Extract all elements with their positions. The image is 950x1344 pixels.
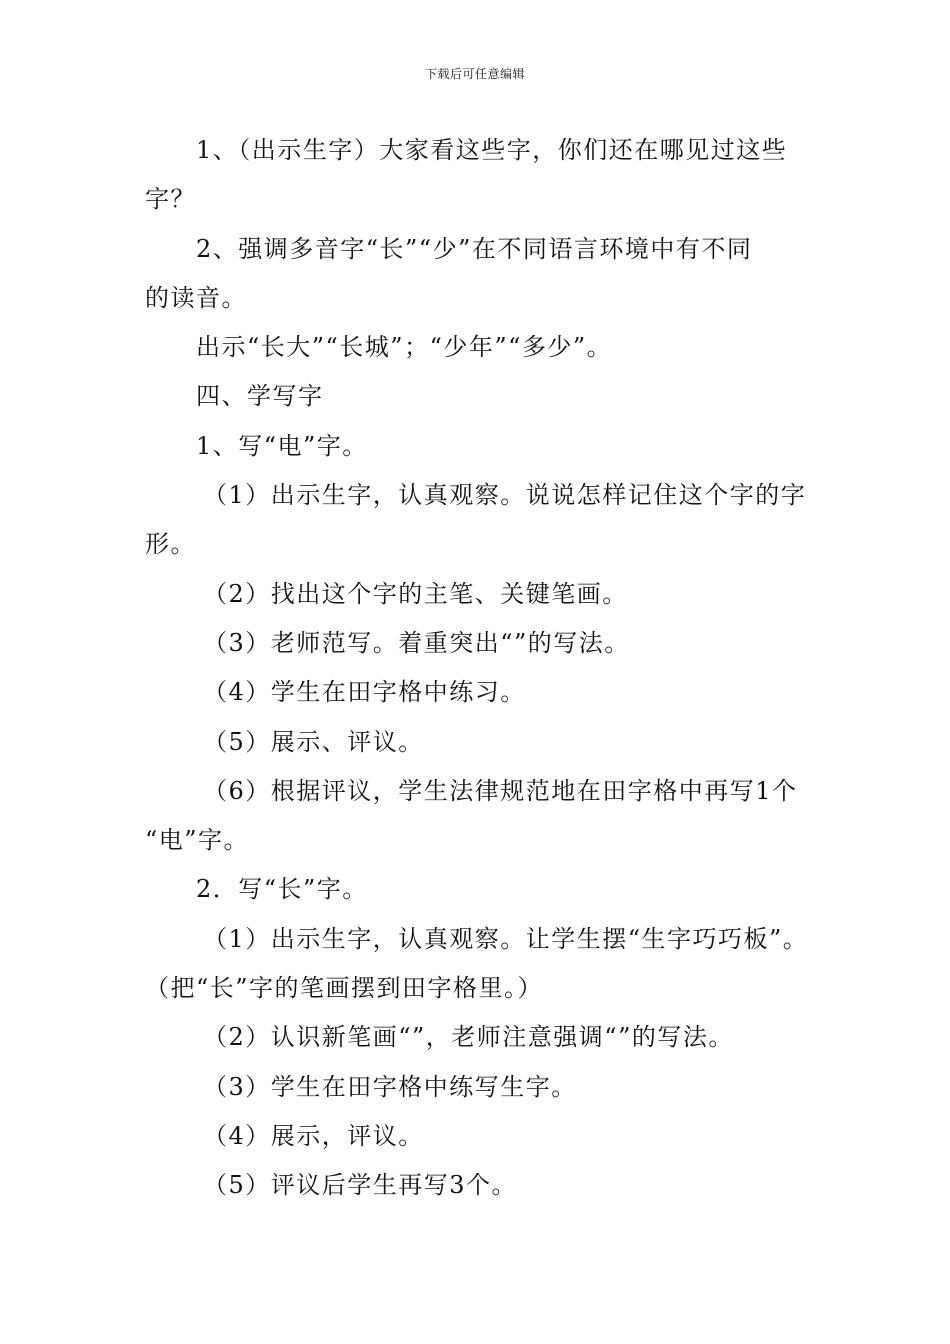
text-line: （1）出示生字，认真观察。说说怎样记住这个字的字 [203,481,807,510]
page-header: 下载后可任意编辑 [424,67,525,81]
text-line: （2）找出这个字的主笔、关键笔画。 [203,579,628,608]
text-line: （1）出示生字，认真观察。让学生摆“生字巧巧板”。 [203,924,809,953]
text-line: 出示“长大”“长城”；“少年”“多少”。 [196,333,613,362]
text-line: “电”字。 [145,826,250,855]
text-line: （2）认识新笔画“”，老师注意强调“”的写法。 [203,1023,734,1052]
text-line: 的读音。 [145,283,247,312]
text-line: 形。 [145,530,196,559]
text-line: 1、写“电”字。 [196,431,368,460]
text-line: 2．写“长”字。 [196,875,368,904]
text-line: （6）根据评议，学生法律规范地在田字格中再写1个 [203,776,798,805]
text-line: （3）老师范写。着重突出“”的写法。 [203,628,630,657]
text-line: （把“长”字的笔画摆到田字格里。） [145,974,544,1003]
text-line: （4）展示，评议。 [203,1121,424,1150]
text-line: （5）评议后学生再写3个。 [203,1171,518,1200]
text-line: 1、（出示生字）大家看这些字，你们还在哪见过这些 [196,136,788,164]
text-line: （4）学生在田字格中练习。 [203,678,526,707]
text-line: 2、强调多音字“长”“少”在不同语言环境中有不同 [196,234,753,263]
section-heading: 四、学写字 [196,382,324,411]
text-line: （3）学生在田字格中练写生字。 [203,1072,577,1101]
document-body [145,126,821,1211]
text-line: （5）展示、评议。 [203,727,424,756]
text-line: 字？ [145,185,196,214]
